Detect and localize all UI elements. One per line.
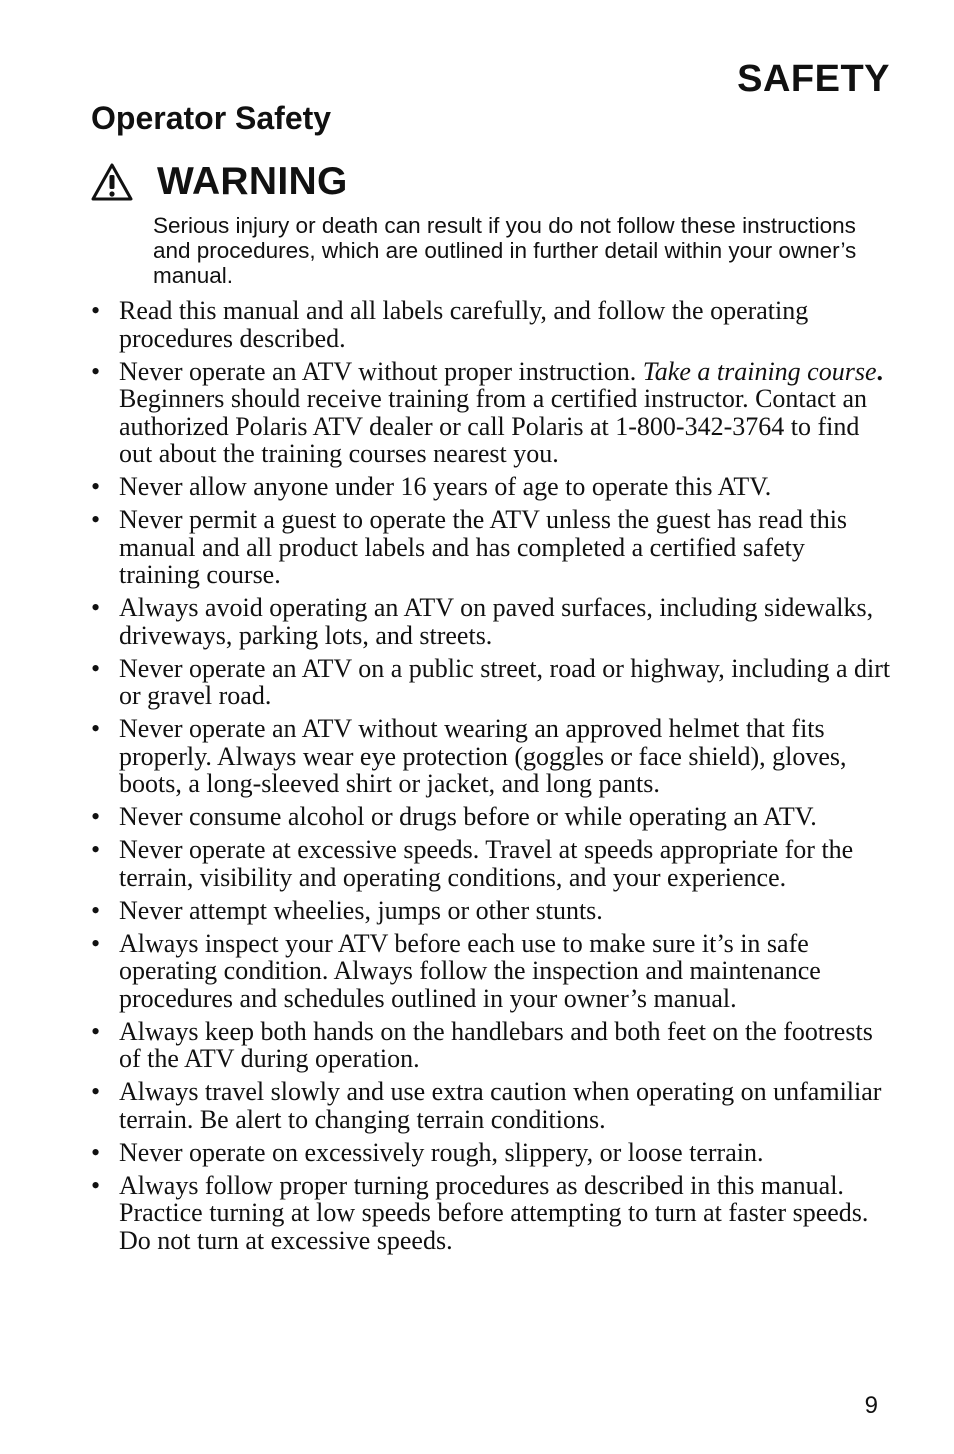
bullet-marker: • [91, 802, 101, 831]
bullet-item [91, 715, 891, 798]
bullet-item [91, 1172, 891, 1255]
bullet-marker: • [91, 356, 101, 386]
bullet-text: Never consume alcohol or drugs before or while operating an ATV. [119, 802, 817, 831]
bullet-item [91, 803, 891, 831]
bullet-text: Never operate an ATV without proper instruction. [119, 356, 637, 386]
bullet-marker: • [91, 472, 101, 501]
bullet-marker: • [91, 835, 101, 864]
warning-header [91, 160, 348, 204]
bullet-item [91, 1018, 891, 1073]
bullet-marker: • [91, 296, 101, 325]
bullet-text: Never allow anyone under 16 years of age to operate this ATV. [119, 472, 772, 501]
bullet-text: Read this manual and all labels carefully, and follow the operating procedures described. [119, 296, 809, 353]
bullet-marker: • [91, 593, 101, 622]
bullet-marker: • [91, 505, 101, 534]
section-title: SAFETY [737, 58, 890, 100]
bullet-marker: • [91, 895, 101, 925]
bullet-item [91, 836, 891, 891]
bullet-text: Never operate on excessively rough, slippery, or loose terrain. [119, 1137, 764, 1167]
safety-bullet-list [91, 297, 891, 1260]
bullet-emphasis-period: . [876, 356, 883, 386]
bullet-marker: • [91, 1016, 101, 1046]
bullet-item [91, 594, 891, 649]
warning-title: WARNING [157, 160, 348, 203]
bullet-item [91, 1139, 891, 1167]
bullet-text: Never attempt wheelies, jumps or other stunts. [119, 895, 603, 925]
bullet-item [91, 655, 891, 710]
subsection-title: Operator Safety [91, 100, 332, 136]
bullet-text: Always follow proper turning procedures as described in this manual. Practice turning at low speeds before attempting to turn at faster speeds. Do not turn at excessive speeds. [119, 1170, 869, 1255]
bullet-text: Never operate at excessive speeds. Travel at speeds appropriate for the terrain, visibility and operating conditions, and your experience. [119, 835, 854, 892]
bullet-item [91, 473, 891, 501]
bullet-marker: • [91, 1170, 101, 1200]
bullet-text-continued: Beginners should receive training from a certified instructor. Contact an authorized Polaris ATV dealer or call Polaris at 1-800-342-3764 to find out about the training courses nearest you. [119, 384, 867, 468]
page-number: 9 [864, 1392, 878, 1419]
warning-text: Serious injury or death can result if you do not follow these instructions and procedures, which are outlined in further detail within your owner’s manual. [153, 213, 857, 288]
bullet-marker: • [91, 1137, 101, 1167]
bullet-item [91, 1078, 891, 1133]
bullet-marker: • [91, 928, 101, 958]
bullet-marker: • [91, 653, 101, 683]
bullet-text: Never operate an ATV on a public street, road or highway, including a dirt or gravel road. [119, 653, 891, 710]
bullet-item [91, 930, 891, 1013]
warning-triangle-icon [91, 163, 133, 201]
bullet-item [91, 297, 891, 352]
bullet-text: Never operate an ATV without wearing an approved helmet that fits properly. Always wear eye protection (goggles or face shield), gloves, boots, a long-sleeved shirt or jacket, and long pants. [119, 714, 847, 798]
bullet-item [91, 897, 891, 925]
bullet-item [91, 358, 891, 468]
bullet-emphasis: Take a training course [642, 356, 877, 386]
bullet-marker: • [91, 714, 101, 743]
bullet-text: Always travel slowly and use extra caution when operating on unfamiliar terrain. Be alert to changing terrain conditions. [119, 1077, 882, 1134]
bullet-text: Always avoid operating an ATV on paved surfaces, including sidewalks, driveways, parking lots, and streets. [119, 593, 874, 650]
bullet-text: Always keep both hands on the handlebars and both feet on the footrests of the ATV during operation. [119, 1016, 873, 1073]
bullet-text: Never permit a guest to operate the ATV unless the guest has read this manual and all product labels and has completed a certified safety training course. [119, 505, 848, 589]
bullet-item [91, 506, 891, 589]
bullet-marker: • [91, 1077, 101, 1106]
bullet-text: Always inspect your ATV before each use to make sure it’s in safe operating condition. Always follow the inspection and maintenance procedures and schedules outlined in your owner’s manual. [119, 928, 821, 1013]
